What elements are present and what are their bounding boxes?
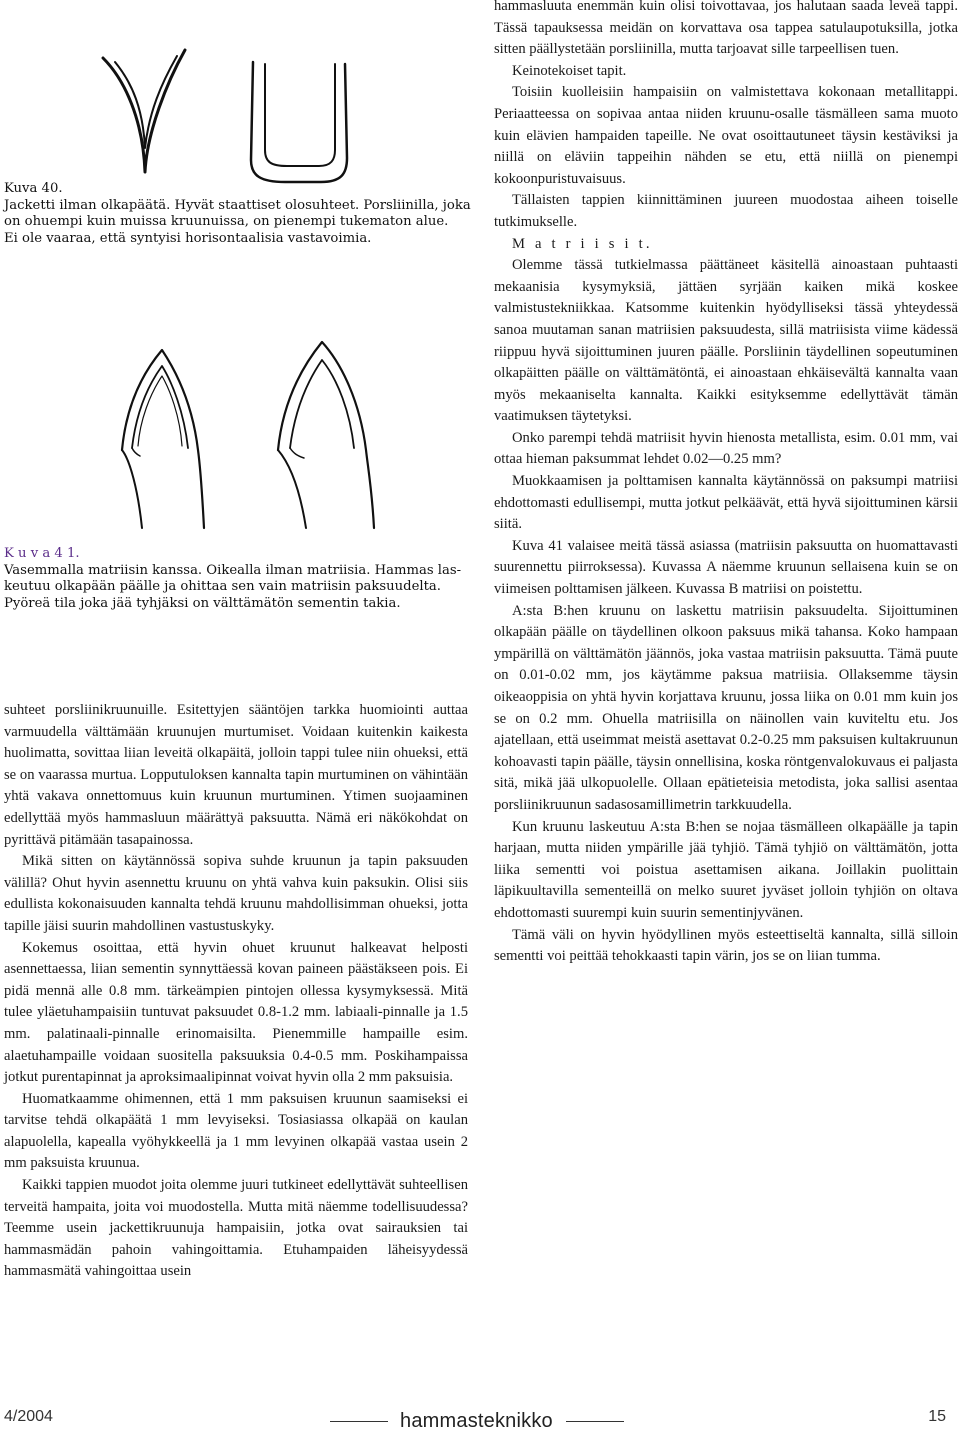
left-paragraph: suhteet porsliinikruunuille. Esitettyjen sääntöjen tarkka huomiointi auttaa varmuudella välttämään kruunujen murtumiset. Voidaan kuitenkin kaikesta huolimatta, sovittaa liian leveitä olkapäitä, jolloin tappi tulee niin ohueksi, että se on vaarassa murtua. Lopputuloksen kannalta tapin murtuminen on vähintään yhtä vakava onnettomuus kuin kruunun murtuminen. Ytimen suojaaminen edellyttää myös hammasluun määrättyä paksuutta. Nämä eri näkökohdat on pyrittävä pitämään tasapainossa. [4, 702, 468, 848]
page-number: 15 [928, 1408, 946, 1425]
root-a-left [122, 450, 142, 528]
subheading-matrices: M a t r i i s i t. [512, 235, 653, 252]
left-paragraph: Kaikki tappien muodot joita olemme juuri tutkineet edellyttävät suhteellisen terveitä hampaita, joita voi muodostella. Mutta mitä näemme todellisuudessa? Teemme usein jackettikruunuja hampaisiin, jotka ovat sairauksien tai hammasmädän pahoin vahingoittamia. Etuhampaiden läheisyydessä hammasmätä vahingoittaa usein [4, 1177, 468, 1280]
left-paragraph: Kokemus osoittaa, että hyvin ohuet kruunut halkeavat helposti asennettaessa, liian sementin synnyttäessä kovan paineen päästäkseen pois. Ei pidä mennä alle 0.8 mm. tärkeämpien pintojen ollessa kysymyksessä. Mitä tulee yläetuhampaisiin tuntuvat paksuudet 0.8-1.2 mm. labiaali-pinnalle ja 1.5 mm. palatinaali-pinnalle erinomaisilta. Pienemmille hampaille esim. alaetuhampaille voidaan suositella paksuuksia 0.4-0.5 mm. Poskihampaissa jotkut purentapinnat ja aproksimaalipinnat voivat hyvin olla 2 mm paksuisia. [4, 939, 468, 1086]
figure-41-caption-line: Pyöreä tila joka jää tyhjäksi on välttämätön sementin takia. [4, 595, 401, 611]
magazine-brand: hammasteknikko [400, 1410, 553, 1432]
right-paragraph: Onko parempi tehdä matriisit hyvin hienosta metallista, esim. 0.01 mm, vai ottaa hieman paksummat lehdet 0.02—0.25 mm? [494, 429, 958, 468]
issue-number: 4/2004 [4, 1408, 53, 1425]
footer-rule-left [330, 1421, 388, 1422]
right-paragraph: Muokkaamisen ja polttamisen kannalta käytännössä on paksumpi matriisi ehdottomasti edullisempi, mutta jotkut pelkäävät, että hyvä sijoittuminen kärsii siitä. [494, 473, 958, 533]
crown-b-inner [290, 360, 354, 448]
figure-40-caption-line: on ohuempi kuin muissa kruunuissa, on pienempi tukematon alue. [4, 214, 449, 229]
crown-left-outer [103, 50, 185, 172]
right-paragraph: Kuva 41 valaisee meitä tässä asiassa (matriisin paksuutta on huomattavasti suurennettu piirroksessa). Kuvassa A näemme kruunun sellaisena kuin se on viimeisen polttamisen jälkeen. Kuvassa B matriisi on poistettu. [494, 537, 958, 598]
figure-40-label: Kuva 40. [4, 181, 63, 196]
right-column [494, 0, 958, 968]
footer-rule-right [566, 1421, 624, 1422]
figure-40-caption-line: Ei ole vaaraa, että syntyisi horisontaalisia vastavoimia. [4, 230, 372, 246]
right-paragraph: Kun kruunu laskeutuu A:sta B:hen se nojaa täsmälleen olkapäälle ja tapin harjaan, mutta niiden ympärille jää tyhjiö. Tämä tyhjiö on välttämätön, jotta liika sementti voi poistua asettamisen aikana. Joillakin puolittain läpikuultavilla sementeillä on melko suuret jyväset jolloin tyhjiön on oltava ehdottomasti suurempi kuin suurin sementinjyvänen. [494, 818, 958, 921]
figure-41-drawings [110, 330, 410, 530]
right-paragraph: Toisiin kuolleisiin hampaisiin on valmistettava kokonaan metallitappi. Periaatteessa on sopivaa antaa niiden kruunu-osalle täsmälleen sama muoto kuin elävien hampaiden tapeille. Ne ovat osoittautuneet täysin kestäviksi ja niillä on eläviin tappeihin nähden se etu, että niillä on pienempi kokoonpuristuvaisuus. [494, 84, 958, 187]
root-b-shoulder [290, 448, 304, 458]
root-a-shoulder [132, 448, 140, 456]
figure-40-drawings [95, 40, 375, 180]
figure-41-caption [4, 546, 480, 612]
left-paragraph: Huomatkaamme ohimennen, että 1 mm paksuisen kruunun saamiseksi ei tarvitse tehdä olkapäätä 1 mm levyiseksi. Tosiasiassa olkapää on kaulan alapuolella, kapealla vyöhykkeellä ja 1 mm levyinen olkapää vastaa usein 2 mm paksuista kruunua. [4, 1090, 468, 1172]
subheading-artificial-pins: Keinotekoiset tapit. [512, 62, 627, 79]
right-paragraph: A:sta B:hen kruunu on laskettu matriisin paksuudelta. Sijoittuminen olkapään päälle on täydellinen olkoon paksuus mikä tahansa. Koko hampaan ympärillä on välttämätön jäännös, joka vastaa matriisin paksuutta. Tämä puute on 0.01-0.02 mm, jos käytämme paksua matriisia. Ollaksemme täysin oikeaoppisia on yhtä hyvin korjattava kruunu, jossa liika on 0.01 mm kuin jos se on 0.2 mm. Ohuella matriisilla on näinollen vain kuviteltu etu. Jos ajatellaan, että useimmat meistä asettavat 0.2-0.25 mm paksuisen kultakruunun kohoavasti tapin päälle, täysin onnellisina, koska röntgenvalokuvaus ei paljasta sitä, mikä jää ulkopuolelle. Ollaan epätieteisia metodista, joka sallisi asentaa porsliinikruunun sadasosamillimetrin tarkkuudella. [494, 602, 958, 813]
figure-40-caption-line: Jacketti ilman olkapäätä. Hyvät staattiset olosuhteet. Porsliinilla, joka [4, 197, 471, 213]
left-paragraph: Mikä sitten on käytännössä sopiva suhde kruunun ja tapin paksuuden välillä? Ohut hyvin asennettu kruunu on yhtä vahva kuin paksukin. Olisi siis edullista kokonaisuuden kannalta tehdä kruunu mahdollisimman ohueksi, jotta tapille jäisi suurin mahdollinen vastustuskyky. [4, 853, 468, 934]
crown-left-inner [115, 56, 177, 148]
figure-41-label: K u v a 4 1. [4, 546, 80, 561]
figure-40-svg [95, 40, 375, 180]
crown-a-matrix [138, 376, 182, 446]
figure-41-caption-line: Vasemmalla matriisin kanssa. Oikealla ilman matriisia. Hammas las- [4, 562, 462, 578]
right-paragraph: Tällaisten tappien kiinnittäminen juureen muodostaa aiheen toiselle tutkimukselle. [494, 192, 958, 230]
figure-41-caption-line: keutuu olkapään päälle ja ohittaa sen vain matriisin paksuudelta. [4, 579, 441, 594]
figure-40-caption [4, 181, 480, 247]
right-paragraph: hammasluuta enemmän kuin olisi toivottavaa, jos halutaan saada leveä tappi. Tässä tapauksessa meidän on korvattava osa tappea satulaupotuksilla, jotka sitten päällystetään porsliinilla, mutta tarjoavat sille tarpeellisen tuen. [494, 0, 958, 58]
figure-41-svg [110, 330, 410, 530]
crown-right-inner [265, 64, 335, 166]
root-b-left [278, 450, 306, 528]
left-column [4, 700, 468, 1283]
right-paragraph: Tämä väli on hyvin hyödyllinen myös esteettiseltä kannalta, sillä silloin sementti voi peittää tehokkaasti tapin värin, jos se on liian tumma. [494, 926, 958, 965]
right-paragraph: Olemme tässä tutkielmassa päättäneet käsitellä ainoastaan puhtaasti mekaanisia kysymyksiä, jättäen syrjään kaiken mikä koskee valmistustekniikkaa. Katsomme kuitenkin hyödylliseksi tässä yhteydessä sanoa muutaman sanan matriisien paksuudesta, sillä matriisista viime kädessä riippuu hyvä sijoittuminen juuren päälle. Porsliinin täydellinen sopeutuminen olkapäitten päälle on välttämätöntä, ei ainoastaan ehkäisevältä kannalta vaan myös mekaaniselta kannalta. Kaikki esityksemme edellyttävät tämän vaatimuksen täytetyksi. [494, 257, 958, 425]
